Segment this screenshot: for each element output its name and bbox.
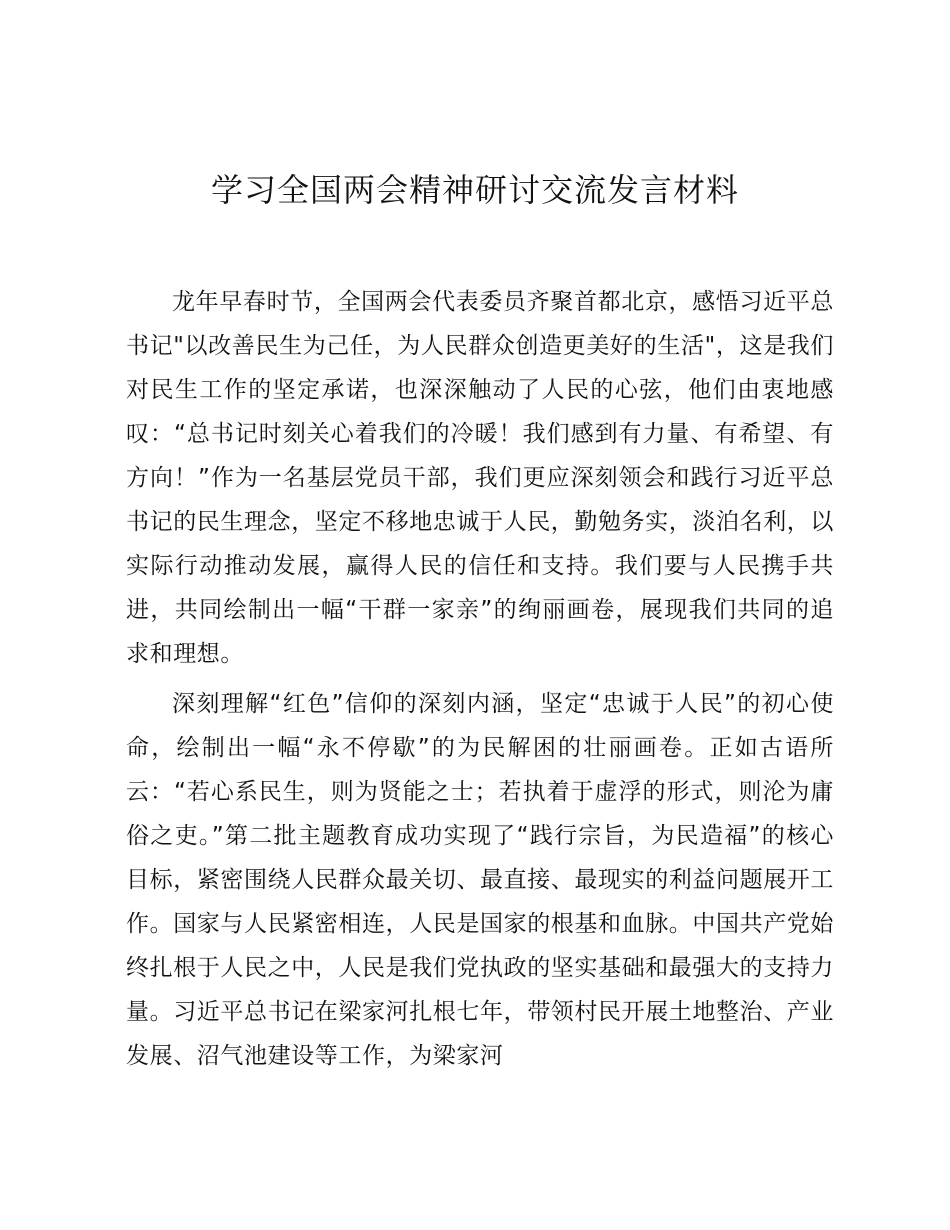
document-title: 学习全国两会精神研讨交流发言材料 [210, 171, 739, 209]
paragraph-2: 深刻理解“红色”信仰的深刻内涵，坚定“忠诚于人民”的初心使命，绘制出一幅“永不停歇”的为民解困的壮丽画卷。正如古语所云：“若心系民生，则为贤能之士；若执着于虚浮的形式，则沦为庸俗之吏。”第二批主题教育成功实现了“践行宗旨，为民造福”的核心目标，紧密围绕人民群众最关切、最直接、最现实的利益问题展开工作。国家与人民紧密相连，人民是国家的根基和血脉。中国共产党始终扎根于人民之中，人民是我们党执政的坚实基础和最强大的支持力量。习近平总书记在梁家河扎根七年，带领村民开展土地整治、产业发展、沼气池建设等工作，为梁家河 [126, 691, 834, 1069]
paragraph-1: 龙年早春时节，全国两会代表委员齐聚首都北京，感悟习近平总书记"以改善民生为己任，为人民群众创造更美好的生活"，这是我们对民生工作的坚定承诺，也深深触动了人民的心弦，他们由衷地感叹：“总书记时刻关心着我们的冷暖！我们感到有力量、有希望、有方向！”作为一名基层党员干部，我们更应深刻领会和践行习近平总书记的民生理念，坚定不移地忠诚于人民，勤勉务实，淡泊名利，以实际行动推动发展，赢得人民的信任和支持。我们要与人民携手共进，共同绘制出一幅“干群一家亲”的绚丽画卷，展现我们共同的追求和理想。 [126, 289, 834, 667]
document-body [126, 280, 834, 1078]
